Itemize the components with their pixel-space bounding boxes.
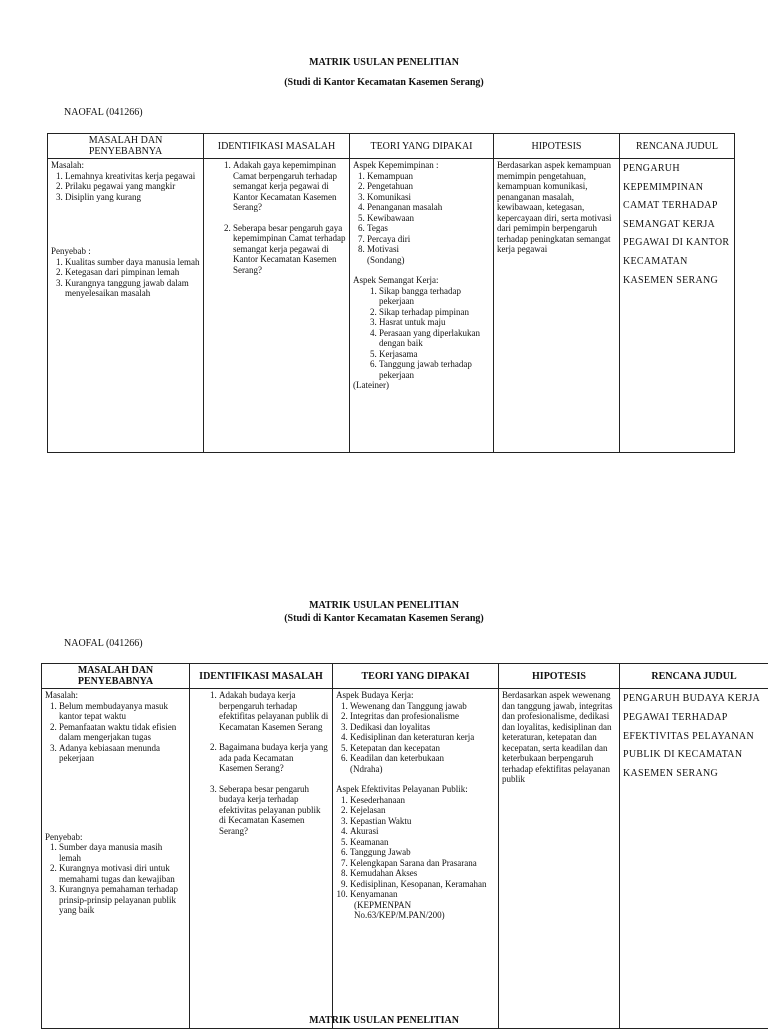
doc1-subtitle: (Studi di Kantor Kecamatan Kasemen Serang) [0,77,768,88]
doc2-masalah-cell [42,689,190,1029]
list-item: 2. Bagaimana budaya kerja yang ada pada Kecamatan Kasemen Serang? [219,742,329,774]
list-item: 3. Kepastian Waktu [350,816,495,827]
doc1-masalah-cell [48,159,204,453]
list-item: 1. Adakah budaya kerja berpengaruh terhadap efektifitas pelayanan publik di Kecamatan Kasemen Serang [219,690,329,732]
doc2-identifikasi-cell [190,689,333,1029]
doc2-hipotesis-cell [499,689,620,1029]
list-item: 1. Adakah gaya kepemimpinan Camat berpengaruh terhadap semangat kerja pegawai di Kantor Kecamatan Kasemen Serang? [233,160,346,213]
list-item: 3. Komunikasi [367,192,490,203]
doc2-matrix-table [41,663,768,1029]
doc1-header-row [48,134,735,159]
doc1-header-teori: TEORI YANG DIPAKAI [350,134,494,159]
teori-label: Aspek Budaya Kerja: [336,690,495,701]
doc2-header-hipotesis: HIPOTESIS [499,664,620,689]
list-item: 4. Penanganan masalah [367,202,490,213]
doc2-header-teori: TEORI YANG DIPAKAI [333,664,499,689]
list-item: 2. Integritas dan profesionalisme [350,711,495,722]
list-item: 6. Keadilan dan keterbukaan [350,753,495,764]
doc2-subtitle: (Studi di Kantor Kecamatan Kasemen Serang) [0,613,768,624]
judul-text: PENGARUH KEPEMIMPINAN CAMAT TERHADAP SEMANGAT KERJA PEGAWAI DI KANTOR KECAMATAN KASEMEN SERANG [623,160,731,290]
doc2-header-judul: RENCANA JUDUL [620,664,768,689]
list-item: 5. Kerjasama [379,349,490,360]
list-item: 2. Ketegasan dari pimpinan lemah [65,267,200,278]
list-item: 3. Kurangnya tanggung jawab dalam menyelesaikan masalah [65,278,200,299]
list-item: 3. Dedikasi dan loyalitas [350,722,495,733]
doc2-title: MATRIK USULAN PENELITIAN [0,600,768,611]
list-item: 3. Hasrat untuk maju [379,317,490,328]
penyebab-label: Penyebab: [45,832,186,843]
doc2-header-row [42,664,768,689]
list-item: 3. Disiplin yang kurang [65,192,200,203]
list-item: 1. Kesederhanaan [350,795,495,806]
doc1-teori-cell [350,159,494,453]
teori-source: (KEPMENPAN No.63/KEP/M.PAN/200) [336,900,495,921]
doc1-header-masalah: MASALAH DAN PENYEBABNYA [48,134,204,159]
doc1-author: NAOFAL (041266) [64,107,143,118]
list-item: 5. Keamanan [350,837,495,848]
doc1-identifikasi-cell [204,159,350,453]
doc2-author: NAOFAL (041266) [64,638,143,649]
list-item: 2. Kurangnya motivasi diri untuk memahami tugas dan kewajiban [59,863,186,884]
list-item: 2. Pemanfaatan waktu tidak efisien dalam mengerjakan tugas [59,722,186,743]
doc3-title-cut: MATRIK USULAN PENELITIAN [0,1015,768,1026]
doc1-hipotesis-cell [494,159,620,453]
list-item: 6. Tanggung jawab terhadap pekerjaan [379,359,490,380]
list-item: 9. Kedisiplinan, Kesopanan, Keramahan [350,879,495,890]
list-item: 1. Kemampuan [367,171,490,182]
doc1-title: MATRIK USULAN PENELITIAN [0,57,768,68]
list-item: 2. Sikap terhadap pimpinan [379,307,490,318]
masalah-label: Masalah: [45,690,186,701]
list-item: 2. Kejelasan [350,805,495,816]
list-item: 3. Kurangnya pemahaman terhadap prinsip-prinsip pelayanan publik yang baik [59,884,186,916]
teori-source: (Ndraha) [336,764,495,775]
list-item: 8. Motivasi [367,244,490,255]
judul-text: PENGARUH BUDAYA KERJA PEGAWAI TERHADAP EFEKTIVITAS PELAYANAN PUBLIK DI KECAMATAN KASEMEN SERANG [623,690,765,784]
penyebab-label: Penyebab : [51,246,200,257]
list-item: 4. Kedisiplinan dan keteraturan kerja [350,732,495,743]
hipotesis-text: Berdasarkan aspek wewenang dan tanggung jawab, integritas dan profesionalisme, dedikasi dan loyalitas, kedisiplinan dan keteraturan, ketepatan dan kecepatan, serta keadilan dan keterbukaan berpengaruh terhadap efektifitas pelayanan publik [502,690,616,785]
doc1-header-identifikasi: IDENTIFIKASI MASALAH [204,134,350,159]
teori-source: (Lateiner) [353,380,490,391]
list-item: 6. Tegas [367,223,490,234]
list-item: 3. Adanya kebiasaan menunda pekerjaan [59,743,186,764]
doc2-teori-cell [333,689,499,1029]
list-item: 7. Percaya diri [367,234,490,245]
teori-label: Aspek Efektivitas Pelayanan Publik: [336,784,495,795]
list-item: 4. Akurasi [350,826,495,837]
list-item: 1. Sumber daya manusia masih lemah [59,842,186,863]
list-item: 8. Kemudahan Akses [350,868,495,879]
list-item: 3. Seberapa besar pengaruh budaya kerja terhadap efektivitas pelayanan publik di Kecamatan Kasemen Serang? [219,784,329,837]
doc2-header-masalah: MASALAH DAN PENYEBABNYA [42,664,190,689]
list-item: 1. Wewenang dan Tanggung jawab [350,701,495,712]
doc1-content-row [48,159,735,453]
list-item: 10. Kenyamanan [350,889,495,900]
teori-label: Aspek Semangat Kerja: [353,275,490,286]
doc1-matrix-table [47,133,735,453]
doc2-header-identifikasi: IDENTIFIKASI MASALAH [190,664,333,689]
doc2-judul-cell [620,689,768,1029]
hipotesis-text: Berdasarkan aspek kemampuan memimpin pengetahuan, kemampuan komunikasi, penanganan masalah, kewibawaan, ketegasan, kepercayaan diri, serta motivasi dari pemimpin berpengaruh terhadap peningkatan semangat kerja pegawai [497,160,616,255]
teori-label: Aspek Kepemimpinan : [353,160,490,171]
list-item: 4. Perasaan yang diperlakukan dengan baik [379,328,490,349]
list-item: 1. Sikap bangga terhadap pekerjaan [379,286,490,307]
list-item: 5. Ketepatan dan kecepatan [350,743,495,754]
list-item: 1. Belum membudayanya masuk kantor tepat waktu [59,701,186,722]
doc1-header-hipotesis: HIPOTESIS [494,134,620,159]
list-item: 7. Kelengkapan Sarana dan Prasarana [350,858,495,869]
masalah-label: Masalah: [51,160,200,171]
list-item: 5. Kewibawaan [367,213,490,224]
doc1-judul-cell [620,159,735,453]
doc2-content-row [42,689,768,1029]
teori-source: (Sondang) [353,255,490,266]
list-item: 2. Prilaku pegawai yang mangkir [65,181,200,192]
list-item: 1. Kualitas sumber daya manusia lemah [65,257,200,268]
list-item: 2. Seberapa besar pengaruh gaya kepemimpinan Camat terhadap semangat kerja pegawai di Kantor Kecamatan Kasemen Serang? [233,223,346,276]
list-item: 6. Tanggung Jawab [350,847,495,858]
doc1-header-judul: RENCANA JUDUL [620,134,735,159]
list-item: 2. Pengetahuan [367,181,490,192]
list-item: 1. Lemahnya kreativitas kerja pegawai [65,171,200,182]
